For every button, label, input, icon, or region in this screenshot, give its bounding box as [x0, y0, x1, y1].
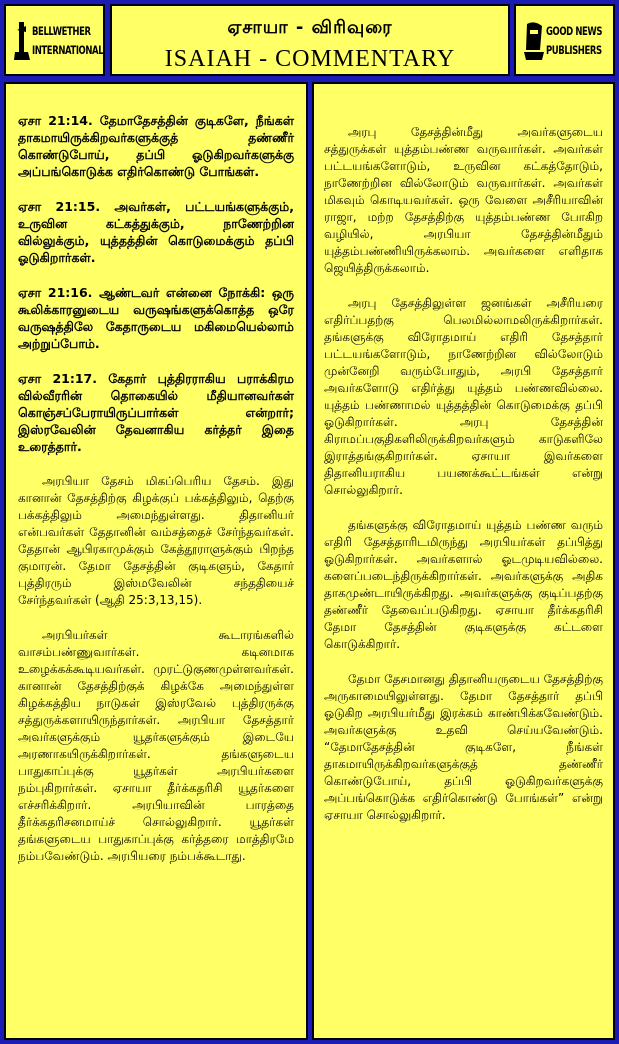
right-logo-line1: GOOD NEWS — [546, 24, 603, 38]
good-news-logo-box — [514, 4, 615, 76]
good-news-logo-icon — [524, 20, 544, 62]
commentary-paragraph: தேமா தேசமானது திதானியருடைய தேசத்திற்கு அருகாமையிலுள்ளது. தேமா தேசத்தார் தப்பி ஓடுகிற அரபியர்மீது இரக்கம் காண்பிக்கவேண்டும். அவர்களுக்கு உதவி செய்யவேண்டும். “தேமாதேசத்தின் குடிகளே, நீங்கள் தாகமாயிருக்கிறவர்களுக்குத் தண்ணீர் கொண்டுபோய், தப்பி ஓடுகிறவர்களுக்கு அப்பங்கொடுக்க எதிர்கொண்டு போங்கள்” என்று ஏசாயா சொல்லுகிறார். — [324, 672, 603, 822]
verse-21-14: ஏசா 21:14. தேமாதேசத்தின் குடிகளே, நீங்கள் தாகமாயிருக்கிறவர்களுக்குத் தண்ணீர் கொண்டுபோய், தப்பி ஓடுகிறவர்களுக்கு அப்பங்கொடுக்க எதிர்கொண்டு போங்கள். — [18, 113, 294, 179]
bellwether-logo — [6, 6, 103, 74]
right-logo-line2: PUBLISHERS — [546, 43, 602, 57]
title-box — [110, 4, 510, 76]
good-news-logo — [516, 6, 613, 74]
commentary-paragraph: அரபியர்கள் கூடாரங்களில் வாசம்பண்ணுவார்கள். கடினமாக உழைக்கக்கூடியவர்கள். முரட்டுகுணமுள்ளவர்கள். கானான் தேசத்திற்குக் கிழக்கே அமைந்துள்ள கிழக்கத்திய நாடுகள் இஸ்ரவேல் புத்திரருக்கு சத்துருக்களாயிருந்தார்கள். அரபியா தேசத்தார் அவர்களுக்கும் யூதர்களுக்கும் இடையே அரணாகயிருக்கிறார்கள். தங்களுடைய பாதுகாப்புக்கு யூதர்கள் அரபியர்களை நம்புகிறார்கள். ஏசாயா தீர்க்கதரிசி யூதர்களை எச்சரிக்கிறார். அரபியாவின் பாரத்தை தீர்க்கதரிசனமாய்ச் சொல்லுகிறார். யூதர்கள் தங்களுடைய பாதுகாப்புக்கு கர்த்தரை மாத்திரமே நம்பவேண்டும். அரபியரை நம்பக்கூடாது. — [18, 628, 294, 863]
left-column — [4, 82, 308, 1040]
verse-21-16: ஏசா 21:16. ஆண்டவர் என்னை நோக்கி: ஒரு கூலிக்காரனுடைய வருஷங்களுக்கொத்த ஒரே வருஷத்திலே கேதாருடைய மகிமையெல்லாம் அற்றுப்போம். — [18, 285, 294, 351]
commentary-paragraph: தங்களுக்கு விரோதமாய் யுத்தம் பண்ண வரும் எதிரி தேசத்தாரிடமிருந்து அரபியர்கள் தப்பித்து ஓடுகிறார்கள். அவர்களால் ஓடமுடியவில்லை. களைப்படைந்திருக்கிறார்கள். அவர்களுக்கு அதிக தாகமுண்டாயிருக்கிறது. அவர்களுக்கு குடிப்பதற்கு தண்ணீர் தேவைப்படுகிறது. ஏசாயா தீர்க்கதரிசி தேமா தேசத்தின் குடிகளுக்கு கட்டளை கொடுக்கிறார். — [324, 518, 603, 651]
title-english: ISAIAH - COMMENTARY — [164, 46, 456, 72]
right-column — [312, 82, 615, 1040]
title-tamil: ஏசாயா - விரிவுரை — [227, 17, 393, 38]
left-logo-line1: BELLWETHER — [32, 24, 91, 38]
bellwether-logo-icon — [14, 20, 30, 62]
left-logo-line2: INTERNATIONAL — [32, 43, 104, 57]
commentary-paragraph: அரபு தேசத்திலுள்ள ஜனங்கள் அசீரியரை எதிர்ப்பதற்கு பெலமில்லாமலிருக்கிறார்கள். தங்களுக்கு விரோதமாய் எதிரி தேசத்தார் பட்டயங்களோடும், நாணேற்றின வில்லோடும் முன்னேறி வரும்போதும், அரபி தேசத்தார் அவர்களோடு எதிர்த்து யுத்தம் பண்ணவில்லை. யுத்தம் பண்ணாமல் யுத்தத்தின் கொடுமைக்கு தப்பி ஓடுகிறார்கள். அரபு தேசத்தின் கிராமப்பகுதிகளிலிருக்கிறவர்களும் காடுகளிலே இராத்தங்குகிறார்கள். ஏசாயா இவர்களை திதானியராகிய பயணக்கூட்டங்கள் என்று சொல்லுகிறார். — [324, 296, 603, 497]
commentary-paragraph: அரபு தேசத்தின்மீது அவர்களுடைய சத்துருக்கள் யுத்தம்பண்ண வருவார்கள். அவர்கள் பட்டயங்களோடும், உருவின கட்கத்தோடும், நாணேற்றின வில்லோடும் வருவார்கள். அவர்கள் மிகவும் கொடியவர்கள். ஒரு வேளை அசீரியாவின் ராஜா, மற்ற தேசத்திற்கு யுத்தம்பண்ண போகிற வழியில், அரபியா தேசத்தின்மீதும் யுத்தம்பண்ணியிருக்கலாம். அவர்களை எளிதாக ஜெயித்திருக்கலாம். — [324, 125, 603, 275]
commentary-paragraph: அரபியா தேசம் மிகப்பெரிய தேசம். இது கானான் தேசத்திற்கு கிழக்குப் பக்கத்திலும், தெற்கு பக்கத்திலும் அமைந்துள்ளது. திதானியர் என்பவர்கள் தேதானின் வம்சத்தைச் சேர்ந்தவர்கள். தேதான் ஆபிரகாமுக்கும் கேத்தூராளுக்கும் பிறந்த குமாரன். தேமா தேசத்தின் குடிகளும், கேதார் புத்திரரும் இஸ்மவேலின் சந்ததியைச் சேர்ந்தவர்கள் (ஆதி 25:3,13,15). — [18, 474, 294, 607]
verse-21-15: ஏசா 21:15. அவர்கள், பட்டயங்களுக்கும், உருவின கட்கத்துக்கும், நாணேற்றின வில்லுக்கும், யுத்தத்தின் கொடுமைக்கும் தப்பி ஓடுகிறார்கள். — [18, 199, 294, 265]
verse-21-17: ஏசா 21:17. கேதார் புத்திரராகிய பராக்கிரம வில்வீரரின் தொகையில் மீதியானவர்கள் கொஞ்சப்பேராயிருப்பார்கள் என்றார்; இஸ்ரவேலின் தேவனாகிய கர்த்தர் இதை உரைத்தார். — [18, 371, 294, 454]
bellwether-logo-box — [4, 4, 105, 76]
